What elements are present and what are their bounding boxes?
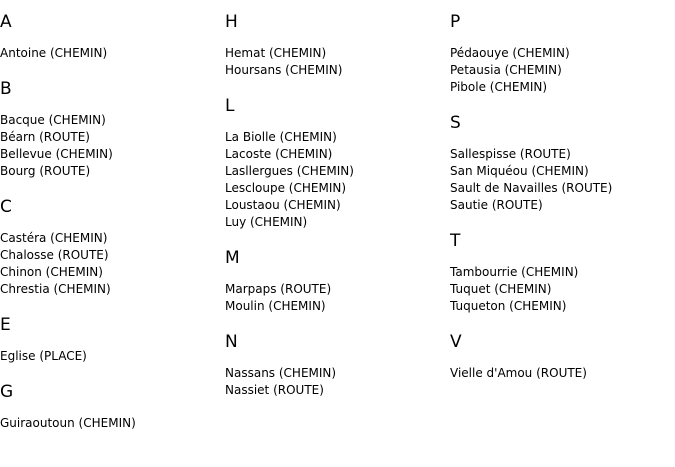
letter-group-t: [450, 231, 670, 315]
letter-heading: P: [450, 12, 461, 32]
letter-group-g: [0, 382, 220, 432]
street-item: Pédaouye (CHEMIN): [450, 46, 570, 60]
letter-heading: E: [0, 315, 12, 335]
street-item: Tuqueton (CHEMIN): [450, 299, 567, 313]
letter-group-s: [450, 113, 670, 214]
street-item: Hemat (CHEMIN): [225, 46, 327, 60]
street-item: Lescloupe (CHEMIN): [225, 181, 347, 195]
street-item: Béarn (ROUTE): [0, 130, 90, 144]
street-item: Pibole (CHEMIN): [450, 80, 548, 94]
street-item: San Miquéou (CHEMIN): [450, 164, 589, 178]
street-index-column-3: [450, 12, 670, 399]
letter-heading: V: [450, 332, 463, 352]
street-index-column-2: [225, 12, 445, 416]
street-item: Bellevue (CHEMIN): [0, 147, 113, 161]
letter-heading: H: [225, 12, 239, 32]
letter-heading: S: [450, 113, 462, 133]
letter-group-h: [225, 12, 445, 79]
letter-group-l: [225, 96, 445, 231]
street-item: Chrestia (CHEMIN): [0, 282, 111, 296]
letter-group-e: [0, 315, 220, 365]
street-item: Bacque (CHEMIN): [0, 113, 106, 127]
street-item: Nassiet (ROUTE): [225, 383, 324, 397]
street-item: Lacoste (CHEMIN): [225, 147, 333, 161]
letter-group-m: [225, 248, 445, 315]
street-item: Sautie (ROUTE): [450, 198, 543, 212]
street-item: Castéra (CHEMIN): [0, 231, 108, 245]
letter-group-a: [0, 12, 220, 62]
street-item: Sallespisse (ROUTE): [450, 147, 571, 161]
street-item: Nassans (CHEMIN): [225, 366, 337, 380]
street-index-column-1: [0, 12, 220, 449]
street-item: Luy (CHEMIN): [225, 215, 308, 229]
street-item: La Biolle (CHEMIN): [225, 130, 337, 144]
street-item: Tambourrie (CHEMIN): [450, 265, 579, 279]
letter-heading: G: [0, 382, 14, 402]
letter-group-n: [225, 332, 445, 399]
letter-heading: T: [450, 231, 461, 251]
letter-heading: M: [225, 248, 241, 268]
street-item: Chalosse (ROUTE): [0, 248, 109, 262]
street-item: Loustaou (CHEMIN): [225, 198, 341, 212]
street-item: Vielle d'Amou (ROUTE): [450, 366, 587, 380]
street-item: Sault de Navailles (ROUTE): [450, 181, 613, 195]
letter-group-b: [0, 79, 220, 180]
letter-heading: C: [0, 197, 13, 217]
street-item: Antoine (CHEMIN): [0, 46, 108, 60]
street-item: Chinon (CHEMIN): [0, 265, 103, 279]
street-item: Bourg (ROUTE): [0, 164, 91, 178]
letter-group-v: [450, 332, 670, 382]
letter-group-p: [450, 12, 670, 96]
street-item: Guiraoutoun (CHEMIN): [0, 416, 136, 430]
street-item: Moulin (CHEMIN): [225, 299, 326, 313]
street-item: Tuquet (CHEMIN): [450, 282, 552, 296]
street-item: Petausia (CHEMIN): [450, 63, 562, 77]
letter-heading: B: [0, 79, 13, 99]
letter-heading: A: [0, 12, 13, 32]
letter-group-c: [0, 197, 220, 298]
letter-heading: N: [225, 332, 239, 352]
street-item: Eglise (PLACE): [0, 349, 87, 363]
street-item: Marpaps (ROUTE): [225, 282, 332, 296]
street-item: Hoursans (CHEMIN): [225, 63, 343, 77]
letter-heading: L: [225, 96, 235, 116]
street-item: Lasllergues (CHEMIN): [225, 164, 354, 178]
